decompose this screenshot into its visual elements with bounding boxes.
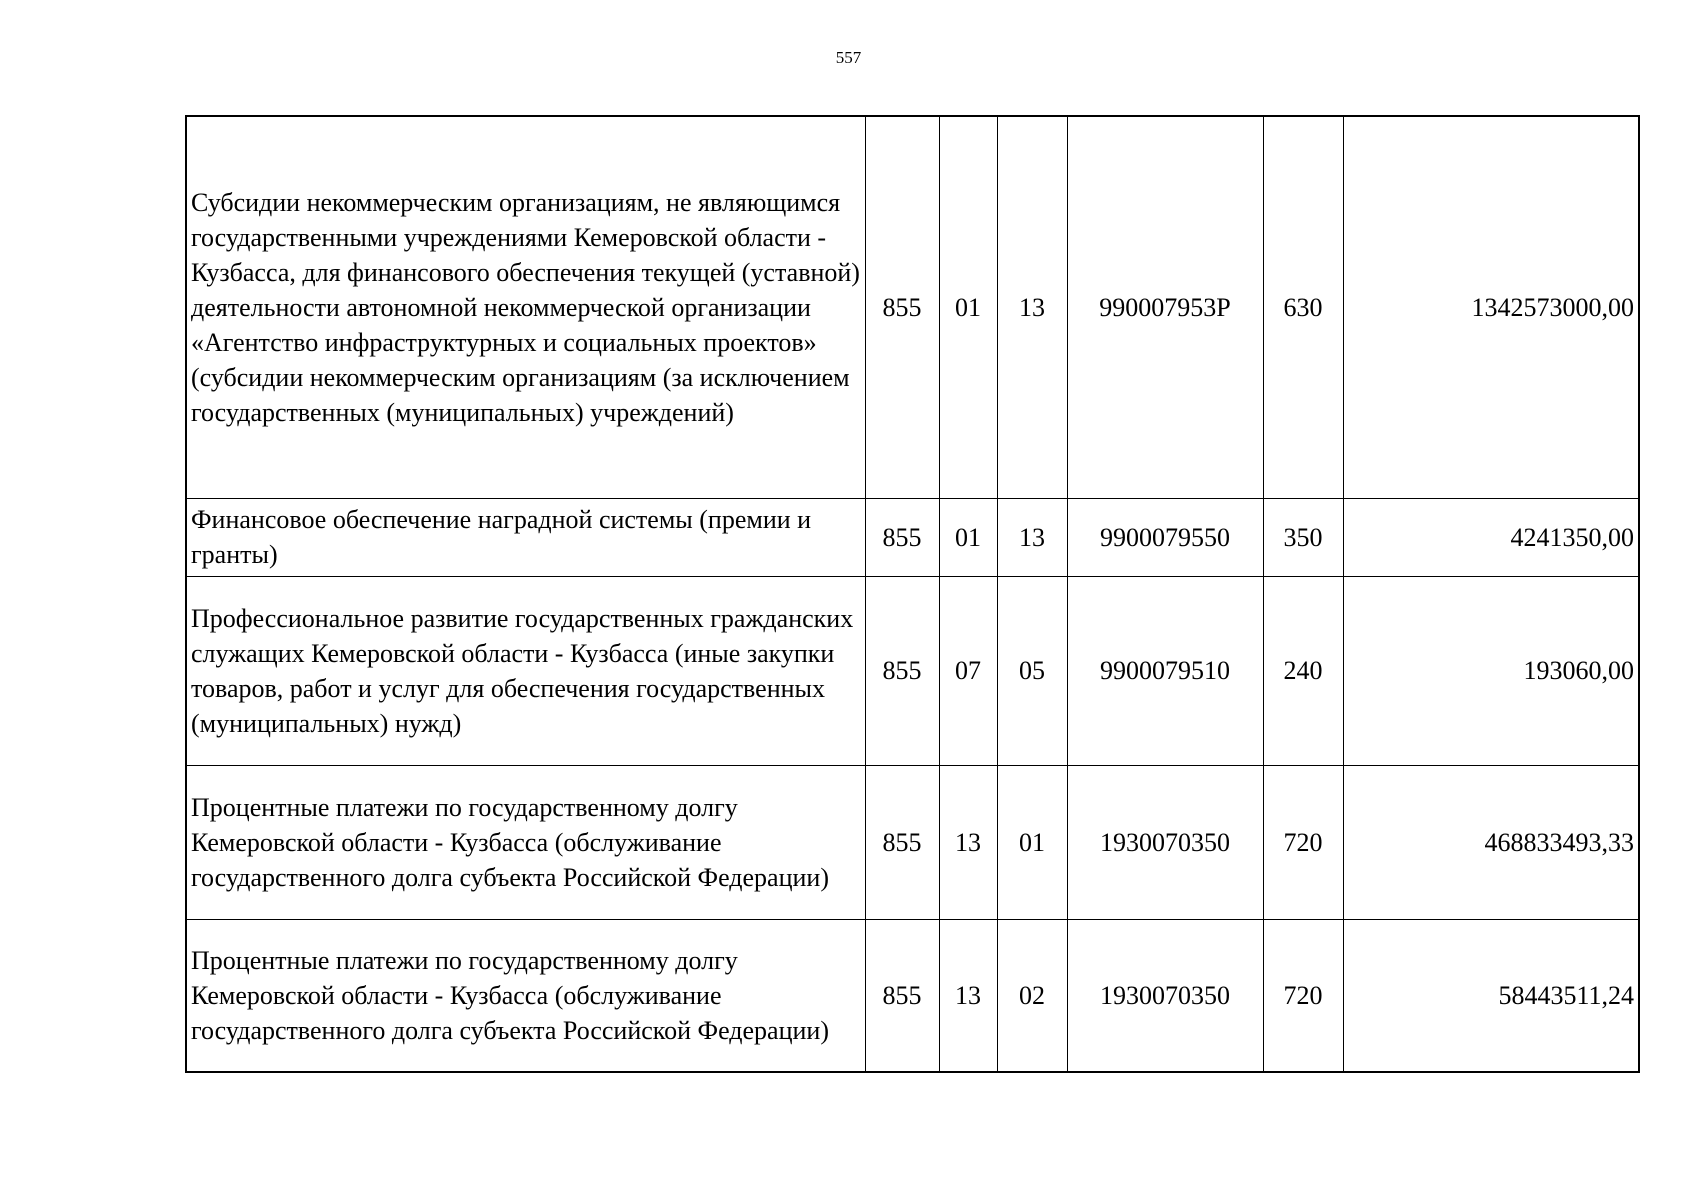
ministry-code: 855 (865, 116, 939, 498)
expense-type-code: 630 (1263, 116, 1343, 498)
ministry-code: 855 (865, 576, 939, 765)
table-row (186, 116, 1639, 498)
amount: 58443511,24 (1343, 919, 1639, 1072)
section-code: 13 (939, 765, 997, 919)
expense-type-code: 720 (1263, 919, 1343, 1072)
subsection-code: 01 (997, 765, 1067, 919)
target-article-code: 990007953P (1067, 116, 1263, 498)
expense-type-code: 720 (1263, 765, 1343, 919)
expense-type-code: 240 (1263, 576, 1343, 765)
expense-name: Процентные платежи по государственному долгу Кемеровской области - Кузбасса (обслуживание государственного долга субъекта Российской Федерации) (186, 919, 865, 1072)
table-row (186, 498, 1639, 576)
amount: 1342573000,00 (1343, 116, 1639, 498)
subsection-code: 02 (997, 919, 1067, 1072)
subsection-code: 13 (997, 498, 1067, 576)
ministry-code: 855 (865, 498, 939, 576)
target-article-code: 1930070350 (1067, 765, 1263, 919)
budget-table (185, 115, 1640, 1073)
section-code: 07 (939, 576, 997, 765)
page-number: 557 (835, 48, 862, 67)
expense-name: Профессиональное развитие государственных гражданских служащих Кемеровской области - Кузбасса (иные закупки товаров, работ и услуг для обеспечения государственных (муниципальных) нужд) (186, 576, 865, 765)
section-code: 01 (939, 116, 997, 498)
ministry-code: 855 (865, 919, 939, 1072)
table-row (186, 765, 1639, 919)
table-row (186, 576, 1639, 765)
ministry-code: 855 (865, 765, 939, 919)
expense-name: Субсидии некоммерческим организациям, не являющимся государственными учреждениями Кемеровской области - Кузбасса, для финансового обеспечения текущей (уставной) деятельности автономной некоммерческой организации «Агентство инфраструктурных и социальных проектов» (субсидии некоммерческим организациям (за исключением государственных (муниципальных) учреждений) (186, 116, 865, 498)
subsection-code: 13 (997, 116, 1067, 498)
target-article-code: 9900079550 (1067, 498, 1263, 576)
amount: 468833493,33 (1343, 765, 1639, 919)
amount: 4241350,00 (1343, 498, 1639, 576)
expense-type-code: 350 (1263, 498, 1343, 576)
section-code: 01 (939, 498, 997, 576)
table-row (186, 919, 1639, 1072)
target-article-code: 1930070350 (1067, 919, 1263, 1072)
amount: 193060,00 (1343, 576, 1639, 765)
expense-name: Финансовое обеспечение наградной системы (премии и гранты) (186, 498, 865, 576)
expense-name: Процентные платежи по государственному долгу Кемеровской области - Кузбасса (обслуживание государственного долга субъекта Российской Федерации) (186, 765, 865, 919)
target-article-code: 9900079510 (1067, 576, 1263, 765)
subsection-code: 05 (997, 576, 1067, 765)
section-code: 13 (939, 919, 997, 1072)
